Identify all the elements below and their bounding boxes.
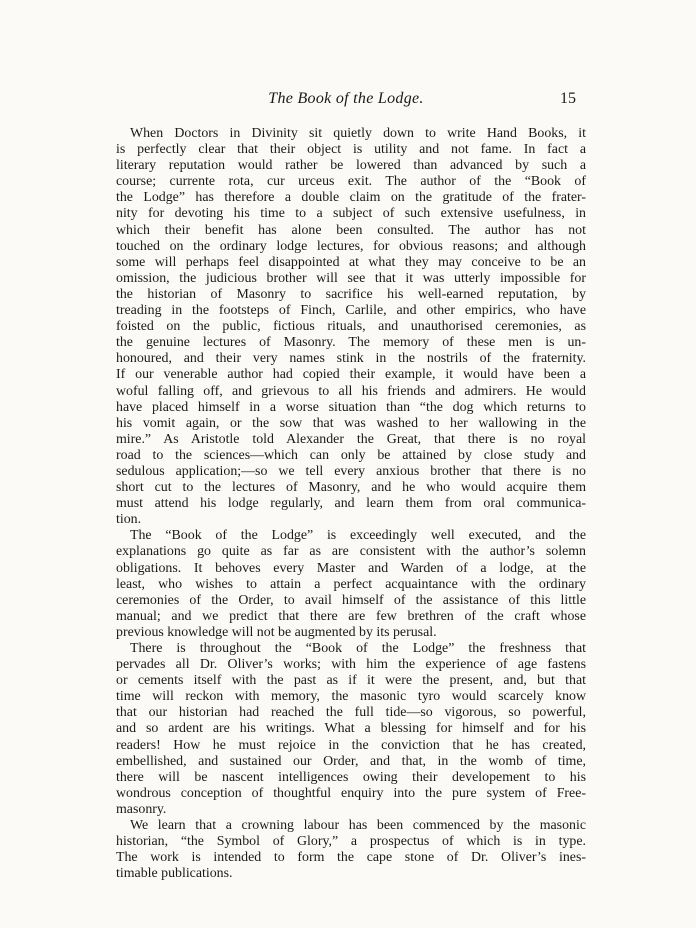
text-line: is perfectly clear that their object is utility and not fame. In fact a (116, 142, 586, 158)
text-line: and so ardent are his writings. What a blessing for himself and for his (116, 721, 586, 737)
text-line: The work is intended to form the cape stone of Dr. Oliver’s ines- (116, 850, 586, 866)
text-line: readers! How he must rejoice in the conviction that he has created, (116, 737, 586, 753)
text-line: nity for devoting his time to a subject of such extensive usefulness, in (116, 206, 586, 222)
text-line: embellished, and sustained our Order, and that, in the womb of time, (116, 753, 586, 769)
body-text (116, 126, 586, 882)
text-line: there will be nascent intelligences owing their developement to his (116, 769, 586, 785)
text-line: time will reckon with memory, the masonic tyro would scarcely know (116, 689, 586, 705)
text-line: obligations. It behoves every Master and Warden of a lodge, at the (116, 560, 586, 576)
running-title: The Book of the Lodge. (268, 90, 424, 107)
text-line: pervades all Dr. Oliver’s works; with him the experience of age fastens (116, 657, 586, 673)
text-line: have placed himself in a worse situation than “the dog which returns to (116, 399, 586, 415)
text-line: previous knowledge will not be augmented by its perusal. (116, 624, 437, 640)
text-line: some will perhaps feel disappointed at what they may conceive to be an (116, 254, 586, 270)
page-number: 15 (560, 90, 576, 107)
text-line: least, who wishes to attain a perfect acquaintance with the ordinary (116, 576, 586, 592)
text-line: road to the sciences—which can only be attained by close study and (116, 447, 586, 463)
text-line: that our historian had reached the full tide—so vigorous, so powerful, (116, 705, 586, 721)
text-line: honoured, and their very names stink in the nostrils of the fraternity. (116, 351, 586, 367)
text-line: the genuine lectures of Masonry. The memory of these men is un- (116, 335, 586, 351)
text-line: sedulous application;—so we tell every anxious brother that there is no (116, 463, 586, 479)
text-line: ceremonies of the Order, to avail himself of the assistance of this little (116, 592, 586, 608)
text-line: There is throughout the “Book of the Lodge” the freshness that (130, 641, 586, 656)
text-line: foisted on the public, fictious rituals, and unauthorised ceremonies, as (116, 319, 586, 335)
text-line: wondrous conception of thoughtful enquiry into the pure system of Free- (116, 785, 586, 801)
text-line: The “Book of the Lodge” is exceedingly well executed, and the (130, 528, 586, 544)
text-line: When Doctors in Divinity sit quietly down to write Hand Books, it (130, 126, 586, 141)
text-line: the historian of Masonry to sacrifice his well-earned reputation, by (116, 286, 586, 302)
text-line: his vomit again, or the sow that was washed to her wallowing in the (116, 415, 586, 431)
text-line: explanations go quite as far as are consistent with the author’s solemn (116, 544, 586, 560)
running-header (116, 90, 576, 112)
text-line: If our venerable author had copied their example, it would have been a (116, 367, 586, 383)
text-line: omission, the judicious brother will see that it was utterly impossible for (116, 270, 586, 286)
text-line: the Lodge” has therefore a double claim on the gratitude of the frater- (116, 190, 586, 206)
text-line: We learn that a crowning labour has been commenced by the masonic (130, 818, 586, 834)
text-line: mire.” As Aristotle told Alexander the Great, that there is no royal (116, 431, 586, 447)
text-line: touched on the ordinary lodge lectures, for obvious reasons; and although (116, 238, 586, 254)
text-line: historian, “the Symbol of Glory,” a prospectus of which is in type. (116, 834, 586, 850)
text-line: woful falling off, and grievous to all his friends and admirers. He would (116, 383, 586, 399)
text-line: literary reputation would rather be lowered than advanced by such a (116, 158, 586, 174)
text-line: manual; and we predict that there are few brethren of the craft whose (116, 608, 586, 624)
text-line: must attend his lodge regularly, and learn them from oral communica- (116, 496, 586, 512)
text-line: short cut to the lectures of Masonry, and he who would acquire them (116, 480, 586, 496)
text-line: timable publications. (116, 866, 233, 882)
text-line: tion. (116, 512, 142, 528)
text-line: treading in the footsteps of Finch, Carlile, and other empirics, who have (116, 303, 586, 319)
text-line: masonry. (116, 801, 167, 817)
text-line: or cements itself with the past as if it were the present, and, but that (116, 673, 586, 689)
text-line: which their benefit has alone been consulted. The author has not (116, 222, 586, 238)
text-line: course; currente rota, cur urceus exit. The author of the “Book of (116, 174, 586, 190)
